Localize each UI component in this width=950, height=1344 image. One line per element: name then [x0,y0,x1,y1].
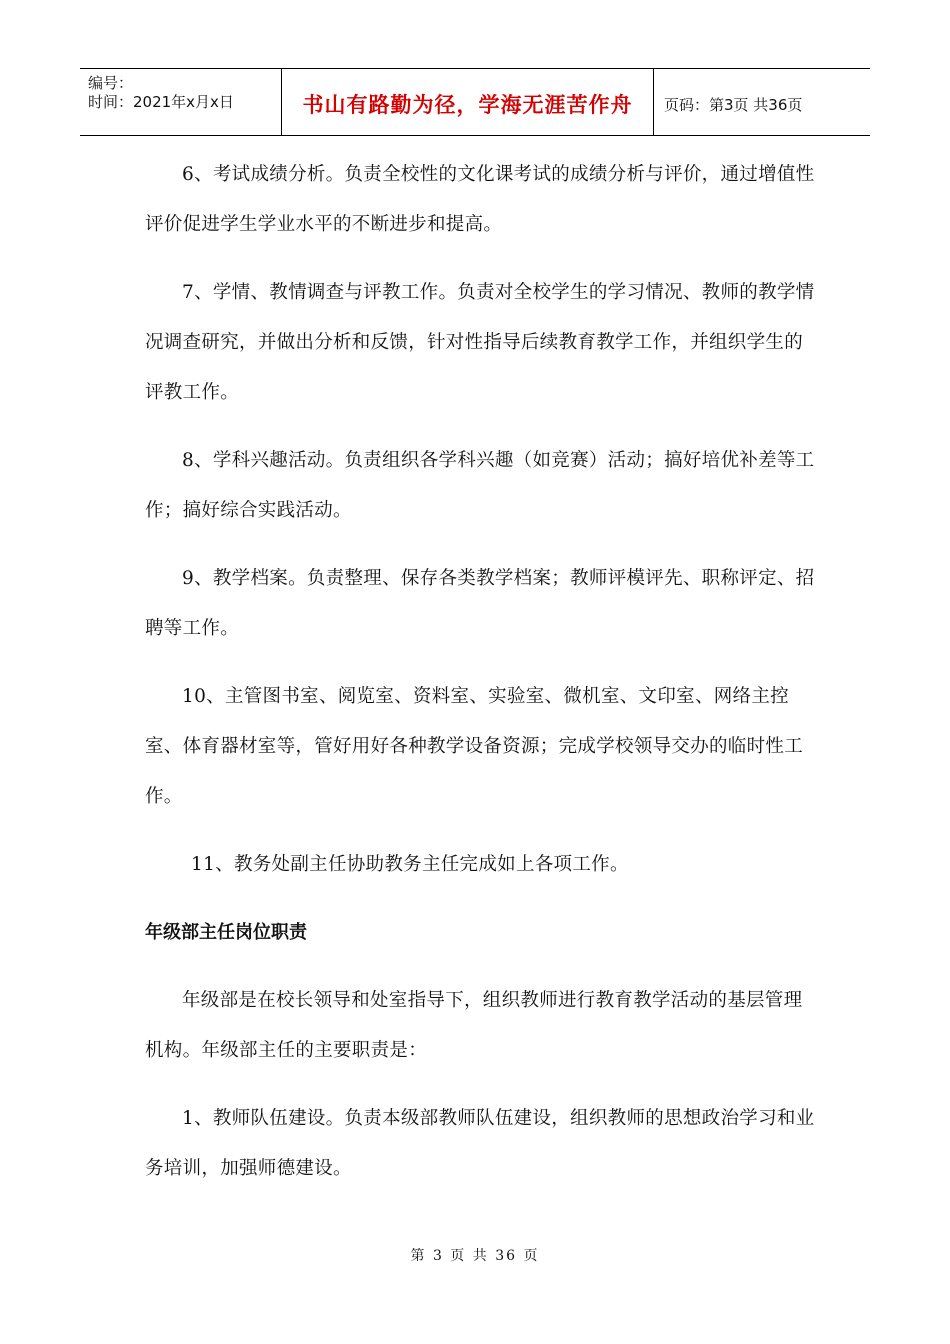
date-label: 时间：2021年x月x日 [88,93,234,111]
paragraph-10: 10、主管图书室、阅览室、资料室、实验室、微机室、文印室、网络主控室、体育器材室等，管好用好各种教学设备资源；完成学校领导交办的临时性工作。 [145,686,804,807]
page-footer: 第 3 页 共 36 页 [410,1248,540,1264]
page-header [80,68,870,136]
header-meta [80,69,282,135]
paragraph-8: 8、学科兴趣活动。负责组织各学科兴趣（如竞赛）活动；搞好培优补差等工作；搞好综合实践活动。 [145,450,815,521]
section-heading: 年级部主任岗位职责 [145,922,307,943]
paragraph-9: 9、教学档案。负责整理、保存各类教学档案；教师评模评先、职称评定、招聘等工作。 [145,568,815,639]
section-item-1: 1、教师队伍建设。负责本级部教师队伍建设，组织教师的思想政治学习和业务培训，加强师德建设。 [145,1108,815,1179]
number-label: 编号： [88,74,134,92]
section-intro: 年级部是在校长领导和处室指导下，组织教师进行教育教学活动的基层管理机构。年级部主任的主要职责是： [145,990,803,1061]
paragraph-6: 6、考试成绩分析。负责全校性的文化课考试的成绩分析与评价，通过增值性评价促进学生学业水平的不断进步和提高。 [145,164,815,235]
paragraph-7: 7、学情、教情调查与评教工作。负责对全校学生的学习情况、教师的教学情况调查研究，并做出分析和反馈，针对性指导后续教育教学工作，并组织学生的评教工作。 [145,282,815,403]
header-page-info: 页码：第3页 共36页 [664,95,803,114]
header-motto: 书山有路勤为径，学海无涯苦作舟 [282,69,654,135]
paragraph-11: 11、教务处副主任协助教务主任完成如上各项工作。 [191,854,629,875]
document-body [145,150,815,1194]
